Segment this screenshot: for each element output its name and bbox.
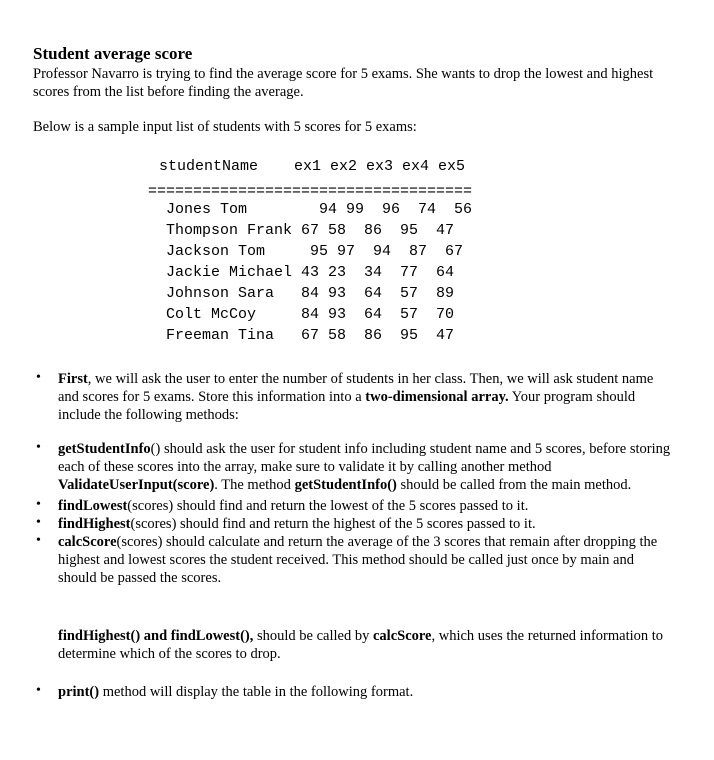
body-text: (scores) should find and return the lowest of the 5 scores passed to it.	[127, 498, 529, 514]
body-text: () should ask the user for student info including student name and 5 scores, before storing each of these scores into the array, make sure to validate it by calling another method	[58, 441, 671, 475]
table-row: Jones Tom 94 99 96 74 56	[166, 201, 473, 218]
list-item-first	[33, 370, 673, 424]
bold-text: two-dimensional array.	[365, 389, 509, 405]
body-text: , which uses the returned information to determine which of the scores to drop.	[58, 628, 664, 662]
document-page	[33, 44, 683, 136]
bold-text: findHighest	[58, 516, 131, 532]
bold-text: getStudentInfo()	[294, 477, 397, 493]
list-item-findhighest	[33, 515, 673, 533]
table-row: Colt McCoy 84 93 64 57 70	[166, 306, 455, 323]
bullet-icon: •	[36, 533, 41, 548]
document-title: Student average score	[33, 44, 193, 63]
body-text: , we will ask the user to enter the number of students in her class. Then, we will ask student name and scores for 5 exams. Store this information into a	[58, 371, 654, 405]
bold-text: findLowest	[58, 498, 128, 514]
bullet-icon: •	[36, 440, 41, 455]
list-item-calcscore	[33, 533, 673, 587]
bullet-icon: •	[36, 497, 41, 512]
list-item-getstudentinfo	[33, 440, 673, 494]
body-text: should be called by	[253, 628, 373, 644]
bold-text: findHighest() and findLowest(),	[58, 628, 254, 644]
bold-text: calcScore	[372, 628, 432, 644]
bullet-list-methods	[33, 440, 673, 587]
bullet-icon: •	[36, 515, 41, 530]
bold-text: calcScore	[58, 534, 117, 550]
body-text: (scores) should calculate and return the average of the 3 scores that remain after dropping the highest and lowest scores the student received. This method should be called just once by main and should be passed the scores.	[58, 534, 658, 586]
bold-text: First	[58, 371, 88, 387]
bullet-list-first	[33, 370, 673, 424]
table-row: Jackson Tom 95 97 94 87 67	[166, 243, 464, 260]
bullet-icon: •	[36, 370, 41, 385]
list-item-findlowest	[33, 497, 673, 515]
list-item-print	[33, 683, 673, 701]
bold-text: print()	[58, 684, 100, 700]
body-text: (scores) should find and return the highest of the 5 scores passed to it.	[130, 516, 536, 532]
table-row: Freeman Tina 67 58 86 95 47	[166, 327, 455, 344]
sample-table	[166, 199, 472, 346]
table-row: Johnson Sara 84 93 64 57 89	[166, 285, 455, 302]
bold-text: ValidateUserInput(score)	[58, 477, 215, 493]
body-text: should be called from the main method.	[396, 477, 632, 493]
body-text: . The method	[214, 477, 295, 493]
table-row: Jackie Michael 43 23 34 77 64	[166, 264, 455, 281]
bullet-list-print	[33, 683, 673, 701]
bullet-icon: •	[36, 683, 41, 698]
body-text: Your program should include the following methods:	[58, 389, 636, 423]
table-header: studentName ex1 ex2 ex3 ex4 ex5	[159, 158, 466, 175]
sample-input-paragraph: Below is a sample input list of students with 5 scores for 5 exams:	[33, 119, 417, 135]
body-text: method will display the table in the following format.	[99, 684, 414, 700]
method-note-paragraph	[58, 627, 678, 663]
table-rule: ====================================	[148, 183, 473, 200]
intro-paragraph: Professor Navarro is trying to find the average score for 5 exams. She wants to drop the lowest and highest scores from the list before finding the average.	[33, 66, 654, 100]
table-row: Thompson Frank 67 58 86 95 47	[166, 222, 455, 239]
bold-text: getStudentInfo	[58, 441, 151, 457]
